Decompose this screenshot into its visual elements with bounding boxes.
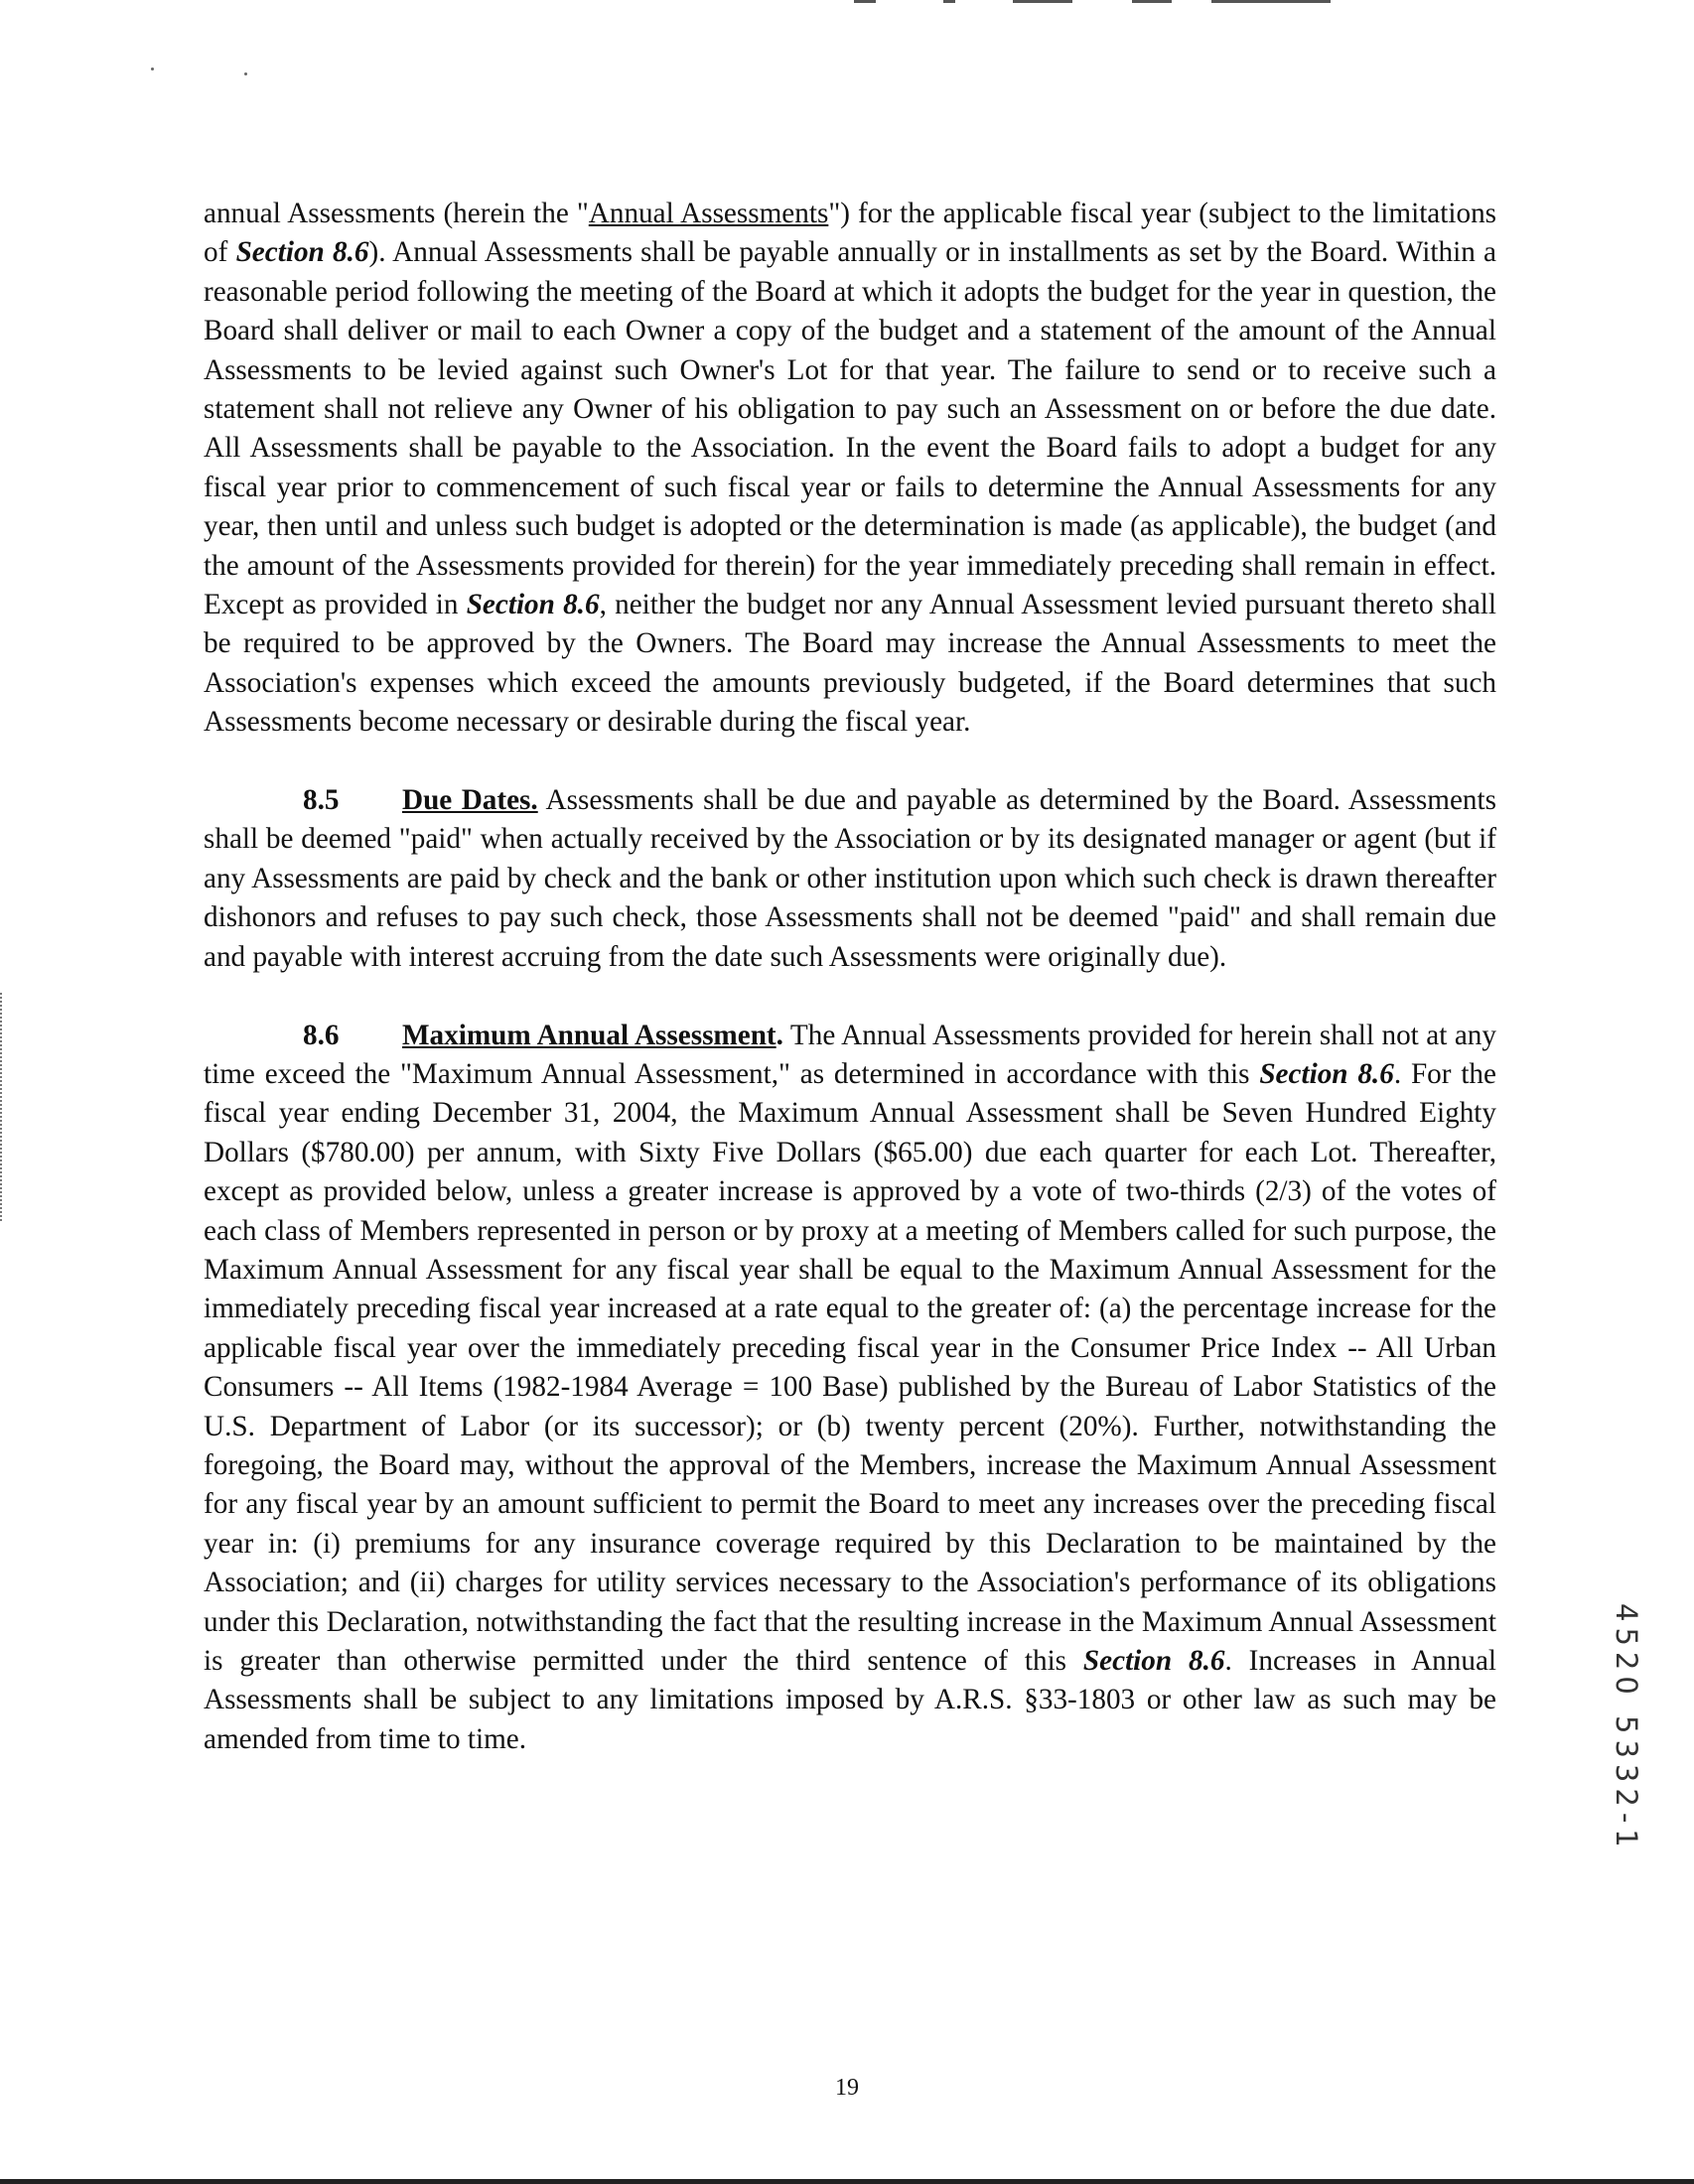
section-reference: Section 8.6: [466, 589, 600, 621]
recording-number: 4520 5332-1: [1610, 1603, 1643, 1853]
section-body-3: . Increases in Annual Assessments shall be subject to any limitations imposed by A.R.S. §33-1803 or other law as such may be amended from time to time.: [204, 1645, 1497, 1755]
section-title: Due Dates.: [402, 784, 538, 817]
section-title: Maximum Annual Assessment: [402, 1019, 776, 1051]
section-8-5: [204, 781, 1496, 977]
intro-text-2: ") for the applicable fiscal year (subject to the limitations of: [204, 198, 1497, 269]
scan-edge-mark: [0, 993, 5, 1221]
section-reference: Section 8.6: [235, 236, 369, 269]
section-8-6: [204, 1017, 1496, 1760]
section-reference: Section 8.6: [1259, 1057, 1394, 1090]
section-reference: Section 8.6: [1082, 1645, 1225, 1677]
page-number: 19: [835, 2075, 859, 2101]
section-body: Assessments shall be due and payable as determined by the Board. Assessments shall be deemed "paid" when actually received by the Association or by its designated manager or agent (but if any Assessments are paid by check and the bank or other institution upon which such check is drawn thereafter dishonors and refuses to pay such check, those Assessments shall not be deemed "paid" and shall remain due and payable with interest accruing from the date such Assessments were originally due).: [204, 784, 1496, 973]
section-number: 8.5: [303, 784, 340, 817]
recording-stamp: [1610, 1603, 1643, 1881]
scan-artifact-top: [854, 0, 1410, 6]
defined-term-annual-assessments: Annual Assessments: [588, 198, 829, 229]
section-title-period: .: [776, 1019, 783, 1051]
section-body-2: . For the fiscal year ending December 31, 2004, the Maximum Annual Assessment shall be Seven Hundred Eighty Dollars ($780.00) per annum, with Sixty Five Dollars ($65.00) due each quarter for each Lot. Thereafter, except as provided below, unless a greater increase is approved by a vote of two-thirds (2/3) of the votes of each class of Members represented in person or by proxy at a meeting of Members called for such purpose, the Maximum Annual Assessment for any fiscal year shall be equal to the Maximum Annual Assessment for the immediately preceding fiscal year increased at a rate equal to the greater of: (a) the percentage increase for the applicable fiscal year over the immediately preceding fiscal year in the Consumer Price Index -- All Urban Consumers -- All Items (1982-1984 Average = 100 Base) published by the Bureau of Labor Statistics of the U.S. Department of Labor (or its successor); or (b) twenty percent (20%). Further, notwithstanding the foregoing, the Board may, without the approval of the Members, increase the Maximum Annual Assessment for any fiscal year by an amount sufficient to permit the Board to meet any increases over the preceding fiscal year in: (i) premiums for any insurance coverage required by this Declaration to be maintained by the Association; and (ii) charges for utility services necessary to the Association's performance of its obligations under this Declaration, notwithstanding the fact that the resulting increase in the Maximum Annual Assessment is greater than otherwise permitted under the third sentence of this: [204, 1057, 1496, 1677]
section-number: 8.6: [303, 1019, 340, 1051]
paragraph-annual-assessments: [204, 195, 1496, 743]
scan-bottom-edge: [0, 2179, 1694, 2184]
intro-text-4: , neither the budget nor any Annual Assessment levied pursuant thereto shall be required to be approved by the Owners. The Board may increase the Annual Assessments to meet the Association's expenses which exceed the amounts previously budgeted, if the Board determines that such Assessments become necessary or desirable during the fiscal year.: [204, 589, 1496, 739]
intro-text-3: ). Annual Assessments shall be payable annually or in installments as set by the Board. Within a reasonable period following the meeting of the Board at which it adopts the budget for the year in question, the Board shall deliver or mail to each Owner a copy of the budget and a statement of the amount of the Annual Assessments to be levied against such Owner's Lot for that year. The failure to send or to receive such a statement shall not relieve any Owner of his obligation to pay such an Assessment on or before the due date. All Assessments shall be payable to the Association. In the event the Board fails to adopt a budget for any fiscal year prior to commencement of such fiscal year or fails to determine the Annual Assessments for any year, then until and unless such budget is adopted or the determination is made (as applicable), the budget (and the amount of the Assessments provided for therein) for the year immediately preceding shall remain in effect. Except as provided in: [204, 236, 1497, 621]
document-body: [204, 195, 1496, 1799]
intro-text-1: annual Assessments (herein the ": [204, 198, 589, 229]
section-body-1: The Annual Assessments provided for herein shall not at any time exceed the "Maximum Annual Assessment," as determined in accordance with this: [204, 1019, 1496, 1090]
